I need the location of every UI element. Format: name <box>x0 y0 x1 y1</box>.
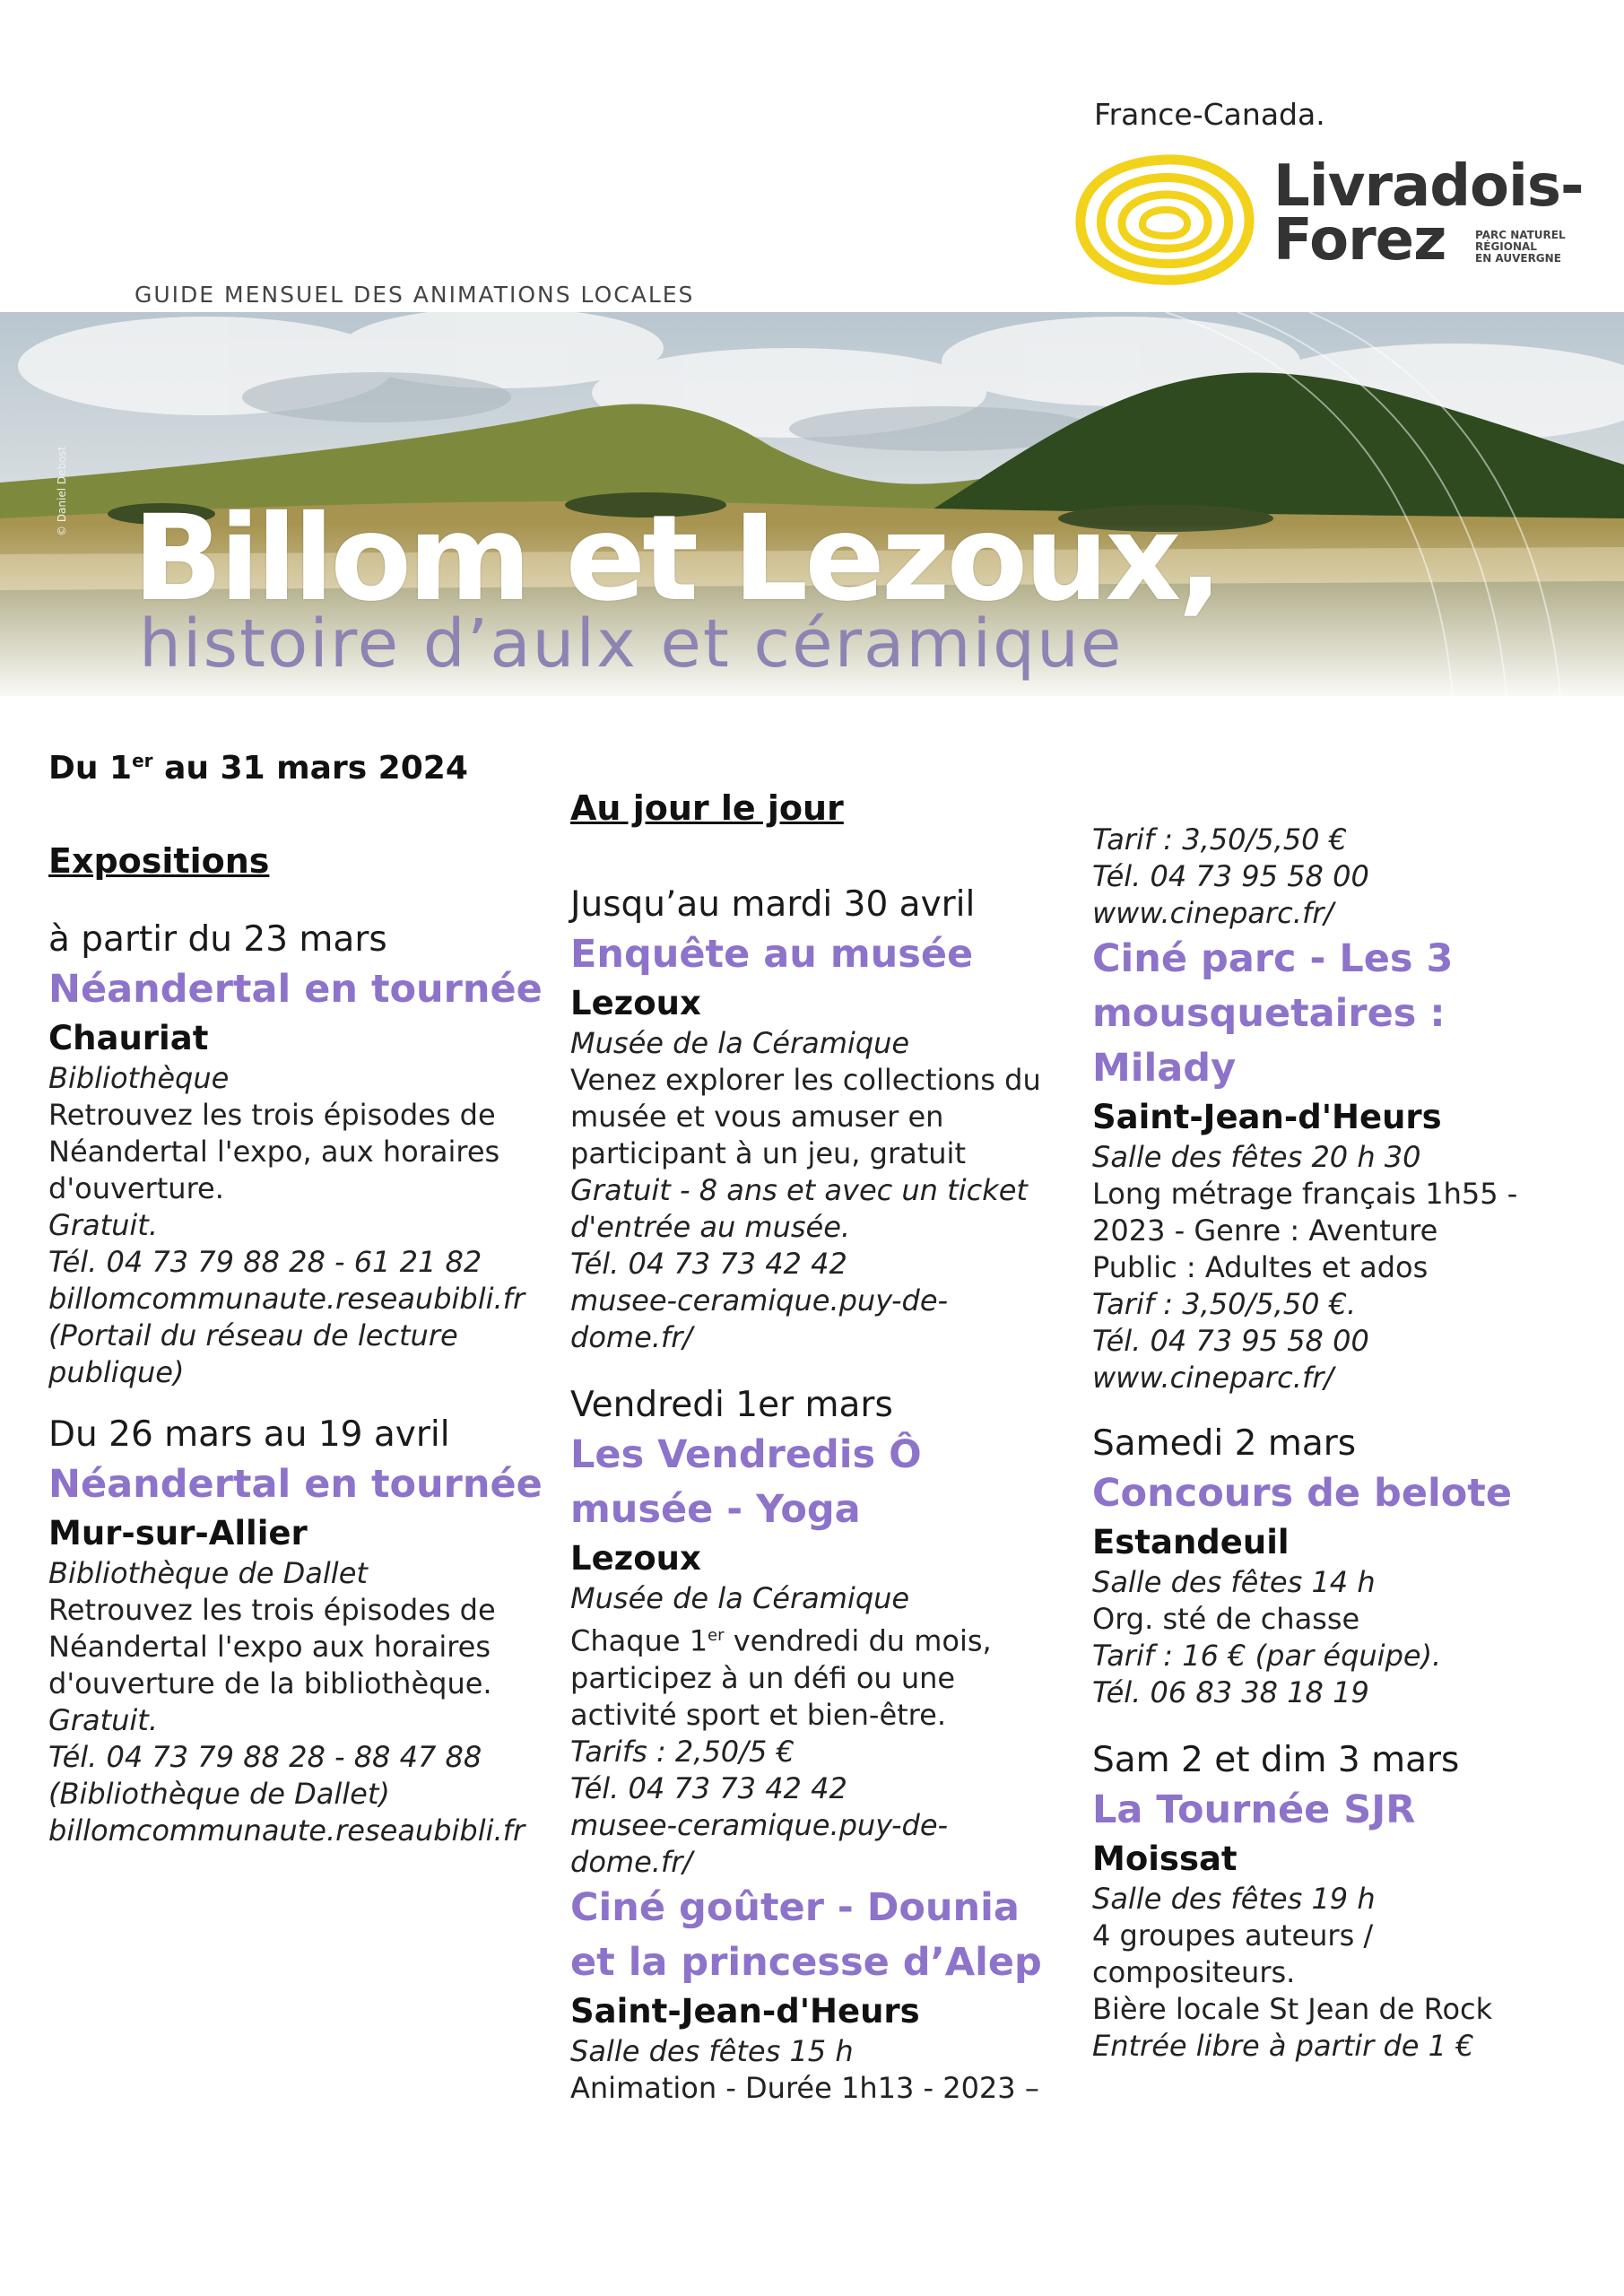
event-phone: Tél. 04 73 79 88 28 - 61 21 82 <box>48 1245 482 1279</box>
logo-line-2: Forez <box>1273 207 1446 274</box>
event-price: d'entrée au musée. <box>570 1210 851 1244</box>
event-price: Gratuit - 8 ans et avec un ticket <box>570 1173 1028 1207</box>
period-sup: er <box>132 750 153 771</box>
event-desc: Bière locale St Jean de Rock <box>1092 1992 1493 2026</box>
event-title: Néandertal en tournée <box>48 1462 543 1507</box>
event-date: Du 26 mars au 19 avril <box>48 1414 450 1455</box>
event-desc: Néandertal l'expo, aux horaires <box>48 1135 500 1169</box>
event-desc: d'ouverture. <box>48 1171 224 1205</box>
event-desc-text: Chaque 1 <box>570 1623 708 1658</box>
event-venue: Bibliothèque <box>48 1061 230 1095</box>
event-price: Tarif : 3,50/5,50 € <box>1092 822 1348 857</box>
event-website: www.cineparc.fr/ <box>1092 1361 1334 1395</box>
event-place: Saint-Jean-d'Heurs <box>1092 1098 1442 1136</box>
event-info: (Portail du réseau de lecture <box>48 1318 458 1352</box>
event-price: Tarifs : 2,50/5 € <box>570 1734 795 1769</box>
event-desc: participez à un défi ou une <box>570 1660 956 1695</box>
event-place: Saint-Jean-d'Heurs <box>570 1991 920 2031</box>
column-3 <box>1092 728 1594 2065</box>
event-date: Vendredi 1er mars <box>570 1385 893 1425</box>
section-expositions: Expositions <box>48 841 270 881</box>
photo-credit: © Daniel Debost <box>56 446 68 536</box>
event-desc-text: vendredi du mois, <box>724 1623 992 1658</box>
event-place: Lezoux <box>570 984 701 1022</box>
event-website: billomcommunaute.reseaubibli.fr <box>48 1282 525 1316</box>
event-website: musee-ceramique.puy-de- <box>570 1283 949 1318</box>
event-phone: Tél. 06 83 38 18 19 <box>1092 1675 1369 1709</box>
event-website: musee-ceramique.puy-de- <box>570 1807 949 1842</box>
event-title: Les Vendredis Ô musée - Yoga <box>570 1432 922 1532</box>
event-venue: Musée de la Céramique <box>570 1581 910 1615</box>
event-cine-parc-mousquetaires <box>1092 932 1594 1396</box>
event-desc: 2023 - Genre : Aventure <box>1092 1213 1438 1248</box>
event-title: Concours de belote <box>1092 1471 1512 1516</box>
event-phone: Tél. 04 73 95 58 00 <box>1092 1324 1369 1358</box>
event-desc: Animation - Durée 1h13 - 2023 – <box>570 2070 1039 2105</box>
event-venue: Salle des fêtes 19 h <box>1092 1882 1376 1916</box>
event-phone: Tél. 04 73 79 88 28 - 88 47 88 <box>48 1740 482 1774</box>
event-price: Gratuit. <box>48 1703 158 1737</box>
event-venue: Bibliothèque de Dallet <box>48 1556 368 1590</box>
event-desc: Org. sté de chasse <box>1092 1602 1360 1636</box>
event-desc: musée et vous amuser en <box>570 1100 944 1134</box>
event-date: Sam 2 et dim 3 mars <box>1092 1740 1460 1780</box>
event-price: Tarif : 3,50/5,50 €. <box>1092 1287 1357 1321</box>
livradois-forez-logo <box>1072 152 1610 287</box>
event-desc: d'ouverture de la bibliothèque. <box>48 1666 492 1700</box>
event-place: Chauriat <box>48 1019 209 1057</box>
event-title: Néandertal en tournée <box>48 967 543 1012</box>
event-desc: Long métrage français 1h55 - <box>1092 1177 1518 1211</box>
event-concours-belote <box>1092 1422 1594 1711</box>
event-place: Mur-sur-Allier <box>48 1514 308 1552</box>
event-date: Samedi 2 mars <box>1092 1423 1357 1464</box>
top-note: France-Canada. <box>1094 97 1325 132</box>
event-neandertal-mur-sur-allier <box>48 1413 551 1849</box>
event-desc: Néandertal l'expo aux horaires <box>48 1630 491 1664</box>
guide-label: GUIDE MENSUEL DES ANIMATIONS LOCALES <box>135 282 695 308</box>
event-vendredis-musee-yoga <box>570 1383 1073 1881</box>
event-place: Moissat <box>1092 1839 1238 1878</box>
event-price: Entrée libre à partir de 1 € <box>1092 2029 1474 2063</box>
event-info: (Bibliothèque de Dallet) <box>48 1777 390 1811</box>
event-date: à partir du 23 mars <box>48 919 387 960</box>
period-text: Du 1 <box>48 750 133 787</box>
logo-line-1: Livradois- <box>1273 153 1584 220</box>
event-title: Enquête au musée <box>570 932 974 977</box>
event-desc: participant à un jeu, gratuit <box>570 1136 966 1170</box>
event-price: Tarif : 16 € (par équipe). <box>1092 1639 1442 1673</box>
event-desc: compositeurs. <box>1092 1955 1296 1989</box>
event-website: dome.fr/ <box>570 1844 693 1879</box>
event-tournee-sjr <box>1092 1738 1594 2065</box>
event-phone: Tél. 04 73 95 58 00 <box>1092 859 1369 893</box>
event-desc: Public : Adultes et ados <box>1092 1250 1429 1284</box>
event-cine-gouter-continued <box>1092 822 1594 932</box>
event-title: La Tournée SJR <box>1092 1787 1416 1832</box>
banner-subtitle: histoire d’aulx et céramique <box>139 605 1124 683</box>
column-1 <box>48 728 551 1849</box>
event-title: Ciné parc - Les 3 mousquetaires : Milady <box>1092 936 1454 1091</box>
event-desc: 4 groupes auteurs / <box>1092 1918 1374 1952</box>
event-place: Estandeuil <box>1092 1523 1290 1561</box>
logo-subtitle <box>1475 230 1566 265</box>
section-au-jour-le-jour: Au jour le jour <box>570 788 844 828</box>
logo-sub-line: EN AUVERGNE <box>1475 252 1561 265</box>
logo-sub-line: RÉGIONAL <box>1475 240 1537 253</box>
event-website: www.cineparc.fr/ <box>1092 896 1334 930</box>
event-info: publique) <box>48 1355 185 1389</box>
event-date: Jusqu’au mardi 30 avril <box>570 884 976 925</box>
event-venue: Salle des fêtes 20 h 30 <box>1092 1140 1421 1174</box>
event-venue: Salle des fêtes 14 h <box>1092 1565 1376 1599</box>
event-title: Ciné goûter - Dounia et la princesse d’Alep <box>570 1884 1042 1985</box>
event-website: dome.fr/ <box>570 1320 693 1354</box>
banner-title: Billom et Lezoux, <box>133 490 1220 628</box>
event-desc: Retrouvez les trois épisodes de <box>48 1593 496 1627</box>
event-phone: Tél. 04 73 73 42 42 <box>570 1770 847 1805</box>
period <box>48 741 551 788</box>
event-place: Lezoux <box>570 1539 701 1578</box>
event-desc: activité sport et bien-être. <box>570 1697 946 1732</box>
event-cine-gouter <box>570 1881 1073 2107</box>
event-venue: Musée de la Céramique <box>570 1026 910 1060</box>
event-enquete-musee <box>570 883 1073 1356</box>
event-desc-sup: er <box>708 1626 725 1645</box>
event-price: Gratuit. <box>48 1208 158 1242</box>
tree-ring-logo-icon <box>1072 152 1260 287</box>
banner <box>0 312 1624 696</box>
event-venue: Salle des fêtes 15 h <box>570 2033 854 2068</box>
event-neandertal-chauriat <box>48 918 551 1391</box>
column-2 <box>570 728 1073 2107</box>
event-desc: Venez explorer les collections du <box>570 1063 1041 1097</box>
event-desc <box>570 1617 1073 1660</box>
event-website: billomcommunaute.reseaubibli.fr <box>48 1813 525 1848</box>
period-text: au 31 mars 2024 <box>152 750 468 787</box>
event-phone: Tél. 04 73 73 42 42 <box>570 1247 847 1281</box>
event-desc: Retrouvez les trois épisodes de <box>48 1098 496 1132</box>
logo-sub-line: PARC NATUREL <box>1475 229 1566 241</box>
